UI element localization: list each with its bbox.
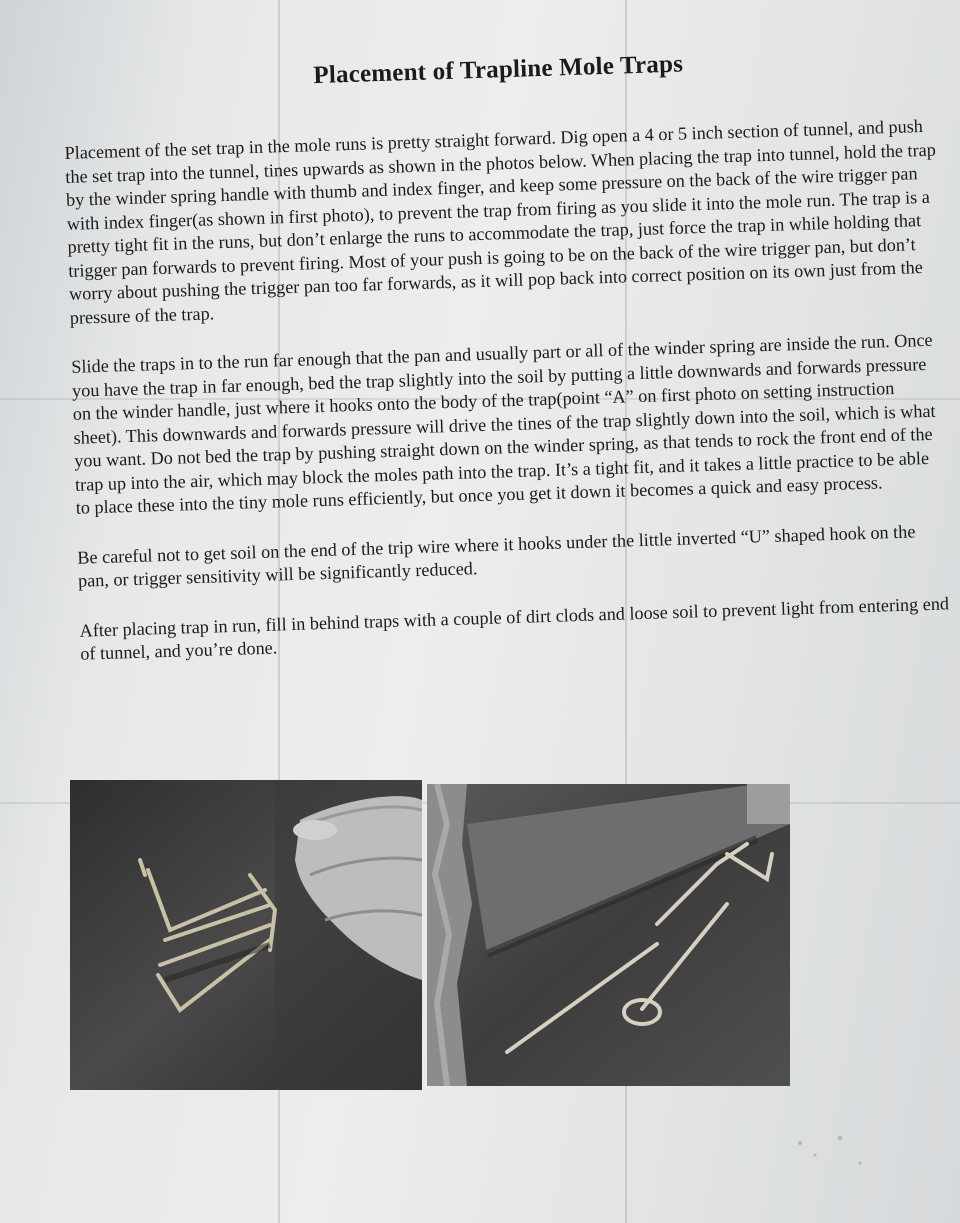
paragraph-placement: Placement of the set trap in the mole runs is pretty straight forward. Dig open a 4 or 5 inch section of tunnel, and push the set trap into the tunnel, tines upwards as shown in the photos below. When placing the trap into tunnel, hold the trap by the winder spring handle with thumb and index finger, and keep some pressure on the back of the wire trigger pan with index finger(as shown in first photo), to prevent the trap from firing as you slide it into the mole run. The trap is a pretty tight fit in the runs, but don’t enlarge the runs to accommodate the trap, just force the trap in while holding that trigger pan forwards to prevent firing. Most of your push is going to be on the back of the wire trigger pan, but don’t worry about pushing the trigger pan too far forwards, as it will pop back into correct position on its own just from the pressure of the trap. [64,115,937,328]
trap-in-tunnel-photo [427,784,790,1086]
paper-stain [770,1123,890,1183]
paragraph-sliding: Slide the traps in to the run far enough that the pan and usually part or all of the winder spring are inside the run. Once you have the trap in far enough, bed the trap slightly into the soil by putting a little downwards and forwards pressure on the winder handle, just where it hooks onto the body of the trap(point “A” on first photo on setting instruction sheet). This downwards and forwards pressure will drive the tines of the trap slightly down into the soil, which is what you want. Do not bed the trap by pushing straight down on the winder spring, as that tends to rock the front end of the trap up into the air, which may block the moles path into the trap. It’s a tight fit, and it takes a little practice to be able to place these into the tiny mole runs efficiently, but once you get it down it becomes a quick and easy process. [71,329,936,518]
photo-strip [70,778,790,1090]
trap-in-hand-photo [70,780,422,1090]
page-title: Placement of Trapline Mole Traps [312,50,684,90]
trap-in-hand-illustration [70,780,422,1090]
paragraph-finish: After placing trap in run, fill in behind traps with a couple of dirt clods and loose soil to prevent light from entering end of tunnel, and you’re done. [79,592,950,664]
document-body [62,43,953,693]
paragraph-caution: Be careful not to get soil on the end of the trip wire where it hooks under the little inverted “U” shaped hook on the pan, or trigger sensitivity will be significantly reduced. [76,520,916,591]
trap-in-tunnel-illustration [427,784,790,1086]
